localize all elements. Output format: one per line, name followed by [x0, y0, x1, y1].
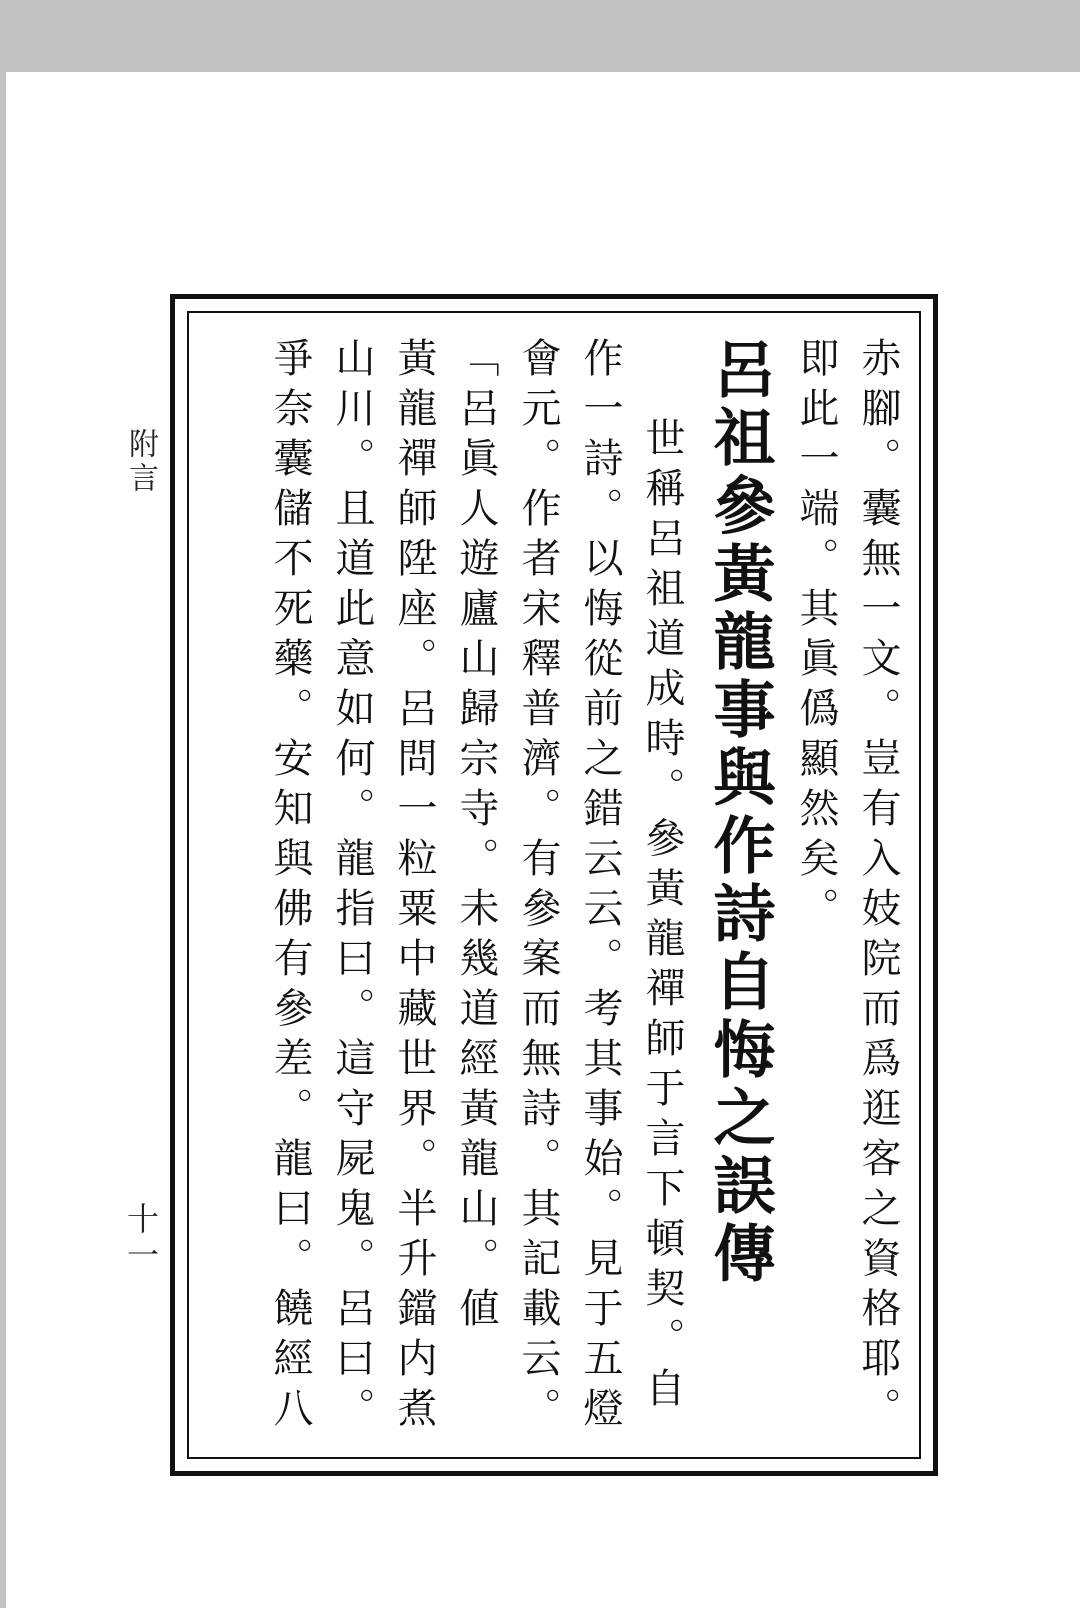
text-column: 會元。作者宋釋普濟。有參案而無詩。其記載云。	[515, 337, 561, 1437]
text-column: 即此一端。其眞僞顯然矣。	[793, 337, 839, 937]
text-column: 世稱呂祖道成時。參黃龍禪師于言下頓契。自	[639, 417, 685, 1417]
page-number: 十一	[122, 1202, 160, 1274]
text-column: 爭奈囊儲不死藥。安知與佛有參差。龍曰。饒經八	[267, 337, 313, 1437]
text-column: 山川。且道此意如何。龍指曰。這守屍鬼。呂曰。	[329, 337, 375, 1437]
text-column: 作一詩。以悔從前之錯云云。考其事始。見于五燈	[577, 337, 623, 1437]
section-title: 呂祖參黃龍事與作詩自悔之誤傳	[703, 337, 776, 1289]
margin-section-label: 附言	[123, 428, 158, 496]
vertical-text-block	[193, 337, 909, 1441]
text-column: 「呂眞人遊廬山歸宗寺。未幾道經黃龍山。値	[453, 337, 499, 1337]
text-column: 黃龍禪師陞座。呂問一粒粟中藏世界。半升鐺内煮	[391, 337, 437, 1437]
text-frame	[170, 294, 938, 1476]
book-page	[6, 72, 1080, 1608]
text-column: 赤腳。囊無一文。豈有入妓院而爲逛客之資格耶。	[855, 337, 901, 1437]
